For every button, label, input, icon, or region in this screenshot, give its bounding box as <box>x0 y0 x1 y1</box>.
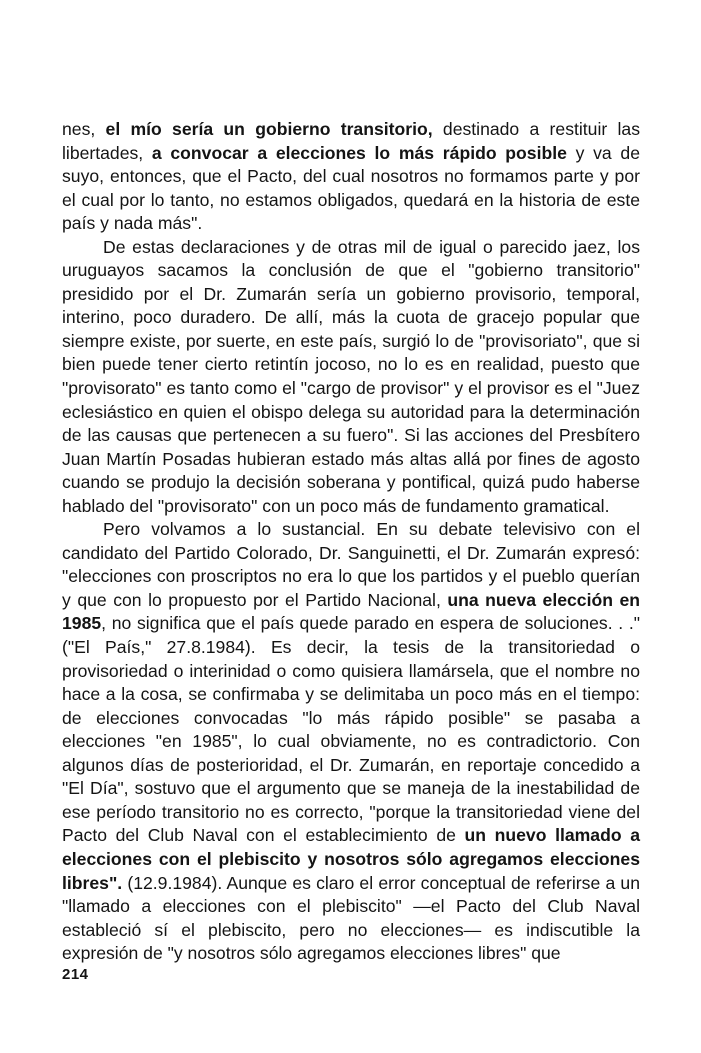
paragraph-3 <box>62 518 640 965</box>
paragraph-1-bold-run-2: el mío sería un gobierno transitorio, <box>105 119 433 139</box>
paragraph-1 <box>62 118 640 236</box>
paragraph-2-run-1: De estas declaraciones y de otras mil de igual o parecido jaez, los uruguayos sacamos la conclusión de que el "gobierno transitorio" presidido por el Dr. Zumarán sería un gobierno provisorio, temporal, interino, poco duradero. De allí, más la cuota de gracejo popular que siempre existe, por suerte, en este país, surgió lo de "provisoriato", que si bien puede tener cierto retintín jocoso, no lo es en realidad, puesto que "provisorato" es tanto como el "cargo de provisor" y el provisor es el "Juez eclesiástico en quien el obispo delega su autoridad para la determinación de las causas que pertenecen a su fuero". Si las acciones del Presbítero Juan Martín Posadas hubieran estado más altas allá por fines de agosto cuando se produjo la decisión soberana y pontifical, quizá pudo haberse hablado del "provisorato" con un poco más de fundamento gramatical. <box>62 236 640 516</box>
paragraph-3-bold-run-2: una nueva elección en 1985 <box>62 589 641 634</box>
paragraph-1-run-3: destinado a restituir las libertades, <box>62 119 640 163</box>
paragraph-3-bold-run-4: un nuevo llamado a elecciones con el plebiscito y nosotros sólo agregamos elecciones libres". <box>62 825 640 893</box>
paragraph-3-run-3: , no significa que el país quede parado en espera de soluciones. . ." ("El País," 27.8.1984). Es decir, la tesis de la transitoriedad o provisoriedad o interinidad o como quisiera llamársela, que el nombre no hace a la cosa, se confirmaba y se delimitaba un poco más en el tiempo: de elecciones convocadas "lo más rápido posible" se pasaba a elecciones "en 1985", lo cual obviamente, no es contradictorio. Con algunos días de posterioridad, el Dr. Zumarán, en reportaje concedido a "El Día", sostuvo que el argumento que se maneja de la inestabilidad de ese período transitorio no es correcto, "porque la transitoriedad viene del Pacto del Club Naval con el establecimiento de <box>62 613 640 846</box>
paragraph-1-bold-run-4: a convocar a elecciones lo más rápido posible <box>151 142 567 163</box>
book-page-body <box>62 118 640 966</box>
paragraph-1-run-1: nes, <box>62 119 106 139</box>
page-number: 214 <box>62 966 89 983</box>
paragraph-3-run-1: Pero volvamos a lo sustancial. En su debate televisivo con el candidato del Partido Colorado, Dr. Sanguinetti, el Dr. Zumarán expresó: "elecciones con proscriptos no era lo que los partidos y el pueblo querían y que con lo propuesto por el Partido Nacional, <box>62 519 640 610</box>
paragraph-2 <box>62 236 640 519</box>
paragraph-3-run-5: (12.9.1984). Aunque es claro el error conceptual de referirse a un "llamado a elecciones con el plebiscito" —el Pacto del Club Naval estableció sí el plebiscito, pero no elecciones— es indiscutible la expresión de "y nosotros sólo agregamos elecciones libres" que <box>62 872 640 964</box>
paragraph-1-run-5: y va de suyo, entonces, que el Pacto, del cual nosotros no formamos parte y por el cual por lo tanto, no estamos obligados, quedará en la historia de este país y nada más". <box>62 142 640 234</box>
